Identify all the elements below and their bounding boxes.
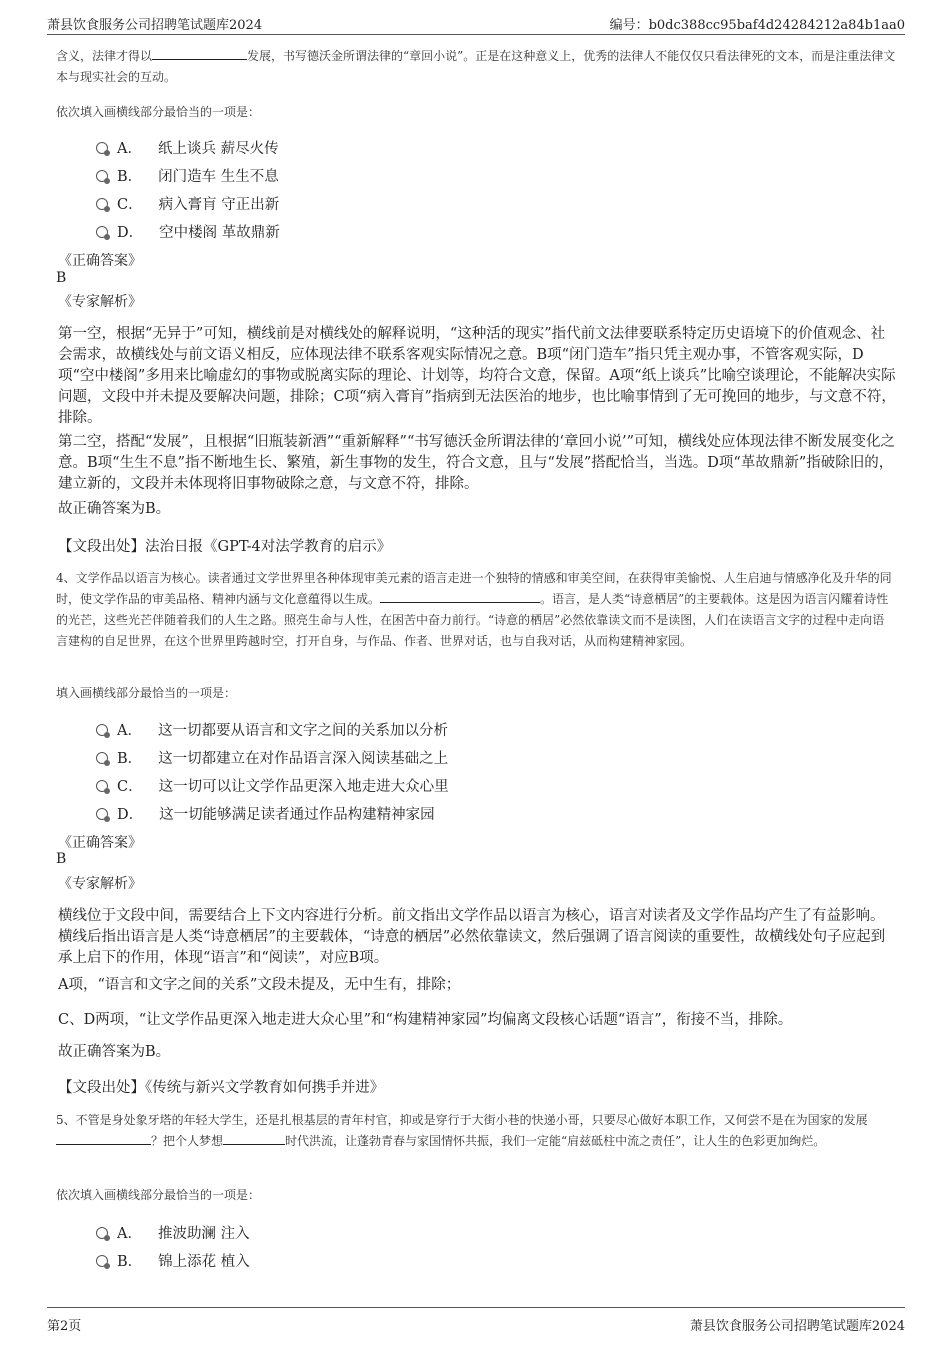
page-header (47, 10, 905, 35)
radio-icon[interactable] (96, 752, 108, 764)
radio-icon[interactable] (96, 1255, 108, 1267)
analysis-paragraph: 第一空，根据“无异于”可知，横线前是对横线处的解释说明，“这种活的现实”指代前文法律要联系特定历史语境下的价值观念、社会需求，故横线处与前文语义相反，应体现法律不联系客观实际情况之意。B项“闭门造车”指只凭主观办事，不管客观实际，D项“空中楼阁”多用来比喻虚幻的事物或脱离实际的理论、计划等，均符合文意，保留。A项“纸上谈兵”比喻空谈理论，不能解决实际问题，文段中并未提及要解决问题，排除；C项“病入膏肓”指病到无法医治的地步，也比喻事情到了无可挽回的地步，与文意不符，排除。 (58, 326, 896, 426)
q3-ask: 依次填入画横线部分最恰当的一项是： (56, 105, 261, 119)
blank (223, 1132, 285, 1145)
page-footer (47, 1307, 905, 1334)
analysis-paragraph: 第二空，搭配“发展”，且根据“旧瓶装新酒”“重新解释”“书写德沃金所谓法律的‘章回小说’”可知，横线处应体现法律不断发展变化之意。B项“生生不息”指不断地生长、繁殖，新生事物的发生，符合文意，且与“发展”搭配恰当，当选。D项“革故鼎新”指破除旧的，建立新的，文段并未体现将旧事物破除之意，与文意不符，排除。 (58, 434, 896, 492)
source-citation: 【文段出处】法治日报《GPT-4对法学教育的启示》 (58, 539, 392, 555)
q3-option-b[interactable]: B． 闭门造车 生生不息 (96, 165, 279, 186)
blank (56, 1132, 151, 1145)
header-doc-id: 编号：b0dc388cc95baf4d24284212a84b1aa0 (609, 18, 905, 33)
analysis-label: 《专家解析》 (58, 294, 142, 310)
q4-ask: 填入画横线部分最恰当的一项是： (56, 686, 237, 700)
q5-text: 5、不管是身处象牙塔的年轻大学生，还是扎根基层的青年村官，抑或是穿行于大街小巷的快递小哥，只要尽心做好本职工作，又何尝不是在为国家的发展？把个人梦想 时代洪流，让蓬勃青春与家国情怀共振，我们一定能“肩兹砥柱中流之责任”，让人生的色彩更加绚烂。 (56, 1113, 868, 1148)
radio-icon[interactable] (96, 170, 108, 182)
answer-label: 《正确答案》 (58, 253, 142, 269)
q3-option-a[interactable]: A． 纸上谈兵 薪尽火传 (96, 137, 279, 158)
answer-value: B (56, 851, 67, 867)
q5-option-b[interactable]: B． 锦上添花 植入 (96, 1250, 250, 1271)
q5-option-a[interactable]: A． 推波助澜 注入 (96, 1222, 250, 1243)
analysis-paragraph: A项，“语言和文字之间的关系”文段未提及，无中生有，排除； (58, 977, 461, 993)
q4-option-a[interactable]: A． 这一切都要从语言和文字之间的关系加以分析 (96, 719, 448, 740)
q3-option-c[interactable]: C． 病入膏肓 守正出新 (96, 193, 279, 214)
radio-icon[interactable] (96, 142, 108, 154)
q3-text: 含义，法律才得以 发展，书写德沃金所谓法律的“章回小说”。正是在这种意义上，优秀的法律人不能仅仅只看法律死的文本，而是注重法律文本与现实社会的互动。 (56, 49, 896, 84)
header-title: 萧县饮食服务公司招聘笔试题库2024 (47, 18, 263, 33)
q5-ask: 依次填入画横线部分最恰当的一项是： (56, 1188, 261, 1202)
q4-option-d[interactable]: D． 这一切能够满足读者通过作品构建精神家园 (96, 803, 435, 824)
blank (380, 590, 540, 603)
radio-icon[interactable] (96, 808, 108, 820)
source-citation: 【文段出处】《传统与新兴文学教育如何携手并进》 (58, 1080, 385, 1096)
analysis-paragraph: 横线位于文段中间，需要结合上下文内容进行分析。前文指出文学作品以语言为核心，语言对读者及文学作品均产生了有益影响。横线后指出语言是人类“诗意栖居”的主要载体，“诗意的栖居”必然依靠读文，然后强调了语言阅读的重要性，故横线处句子应起到承上启下的作用，体现“语言”和“阅读”，对应B项。 (58, 908, 886, 966)
analysis-conclusion: 故正确答案为B。 (58, 501, 171, 517)
blank (152, 47, 247, 60)
q3-option-d[interactable]: D． 空中楼阁 革故鼎新 (96, 221, 280, 242)
radio-icon[interactable] (96, 724, 108, 736)
footer-title: 萧县饮食服务公司招聘笔试题库2024 (689, 1319, 905, 1334)
radio-icon[interactable] (96, 226, 108, 238)
radio-icon[interactable] (96, 1227, 108, 1239)
q4-option-b[interactable]: B． 这一切都建立在对作品语言深入阅读基础之上 (96, 747, 448, 768)
analysis-paragraph: C、D两项，“让文学作品更深入地走进大众心里”和“构建精神家园”均偏离文段核心话题“语言”，衔接不当，排除。 (58, 1012, 793, 1028)
q4-option-c[interactable]: C． 这一切可以让文学作品更深入地走进大众心里 (96, 775, 449, 796)
answer-label: 《正确答案》 (58, 835, 142, 851)
page-number: 第2页 (47, 1319, 82, 1334)
radio-icon[interactable] (96, 198, 108, 210)
analysis-label: 《专家解析》 (58, 876, 142, 892)
radio-icon[interactable] (96, 780, 108, 792)
answer-value: B (56, 270, 67, 286)
analysis-conclusion: 故正确答案为B。 (58, 1044, 171, 1060)
q4-text: 4、文学作品以语言为核心。读者通过文学世界里各种体现审美元素的语言走进一个独特的情感和审美空间，在获得审美愉悦、人生启迪与情感净化及升华的同时，使文学作品的审美品格、精神内涵与文化意蕴得以生成。 。语言，是人类“诗意栖居”的主要载体。这是因为语言闪耀着诗性的光芒，这些光芒伴随着我们的人生之路。照亮生命与人性，在困苦中奋力前行。“诗意的栖居”必然依靠读文而不是读图，人们在读语言文字的过程中走向语言建构的自足世界，在这个世界里跨越时空，打开自身，与作品、作者、世界对话，也与自我对话，从而构建精神家园。 (56, 571, 892, 648)
